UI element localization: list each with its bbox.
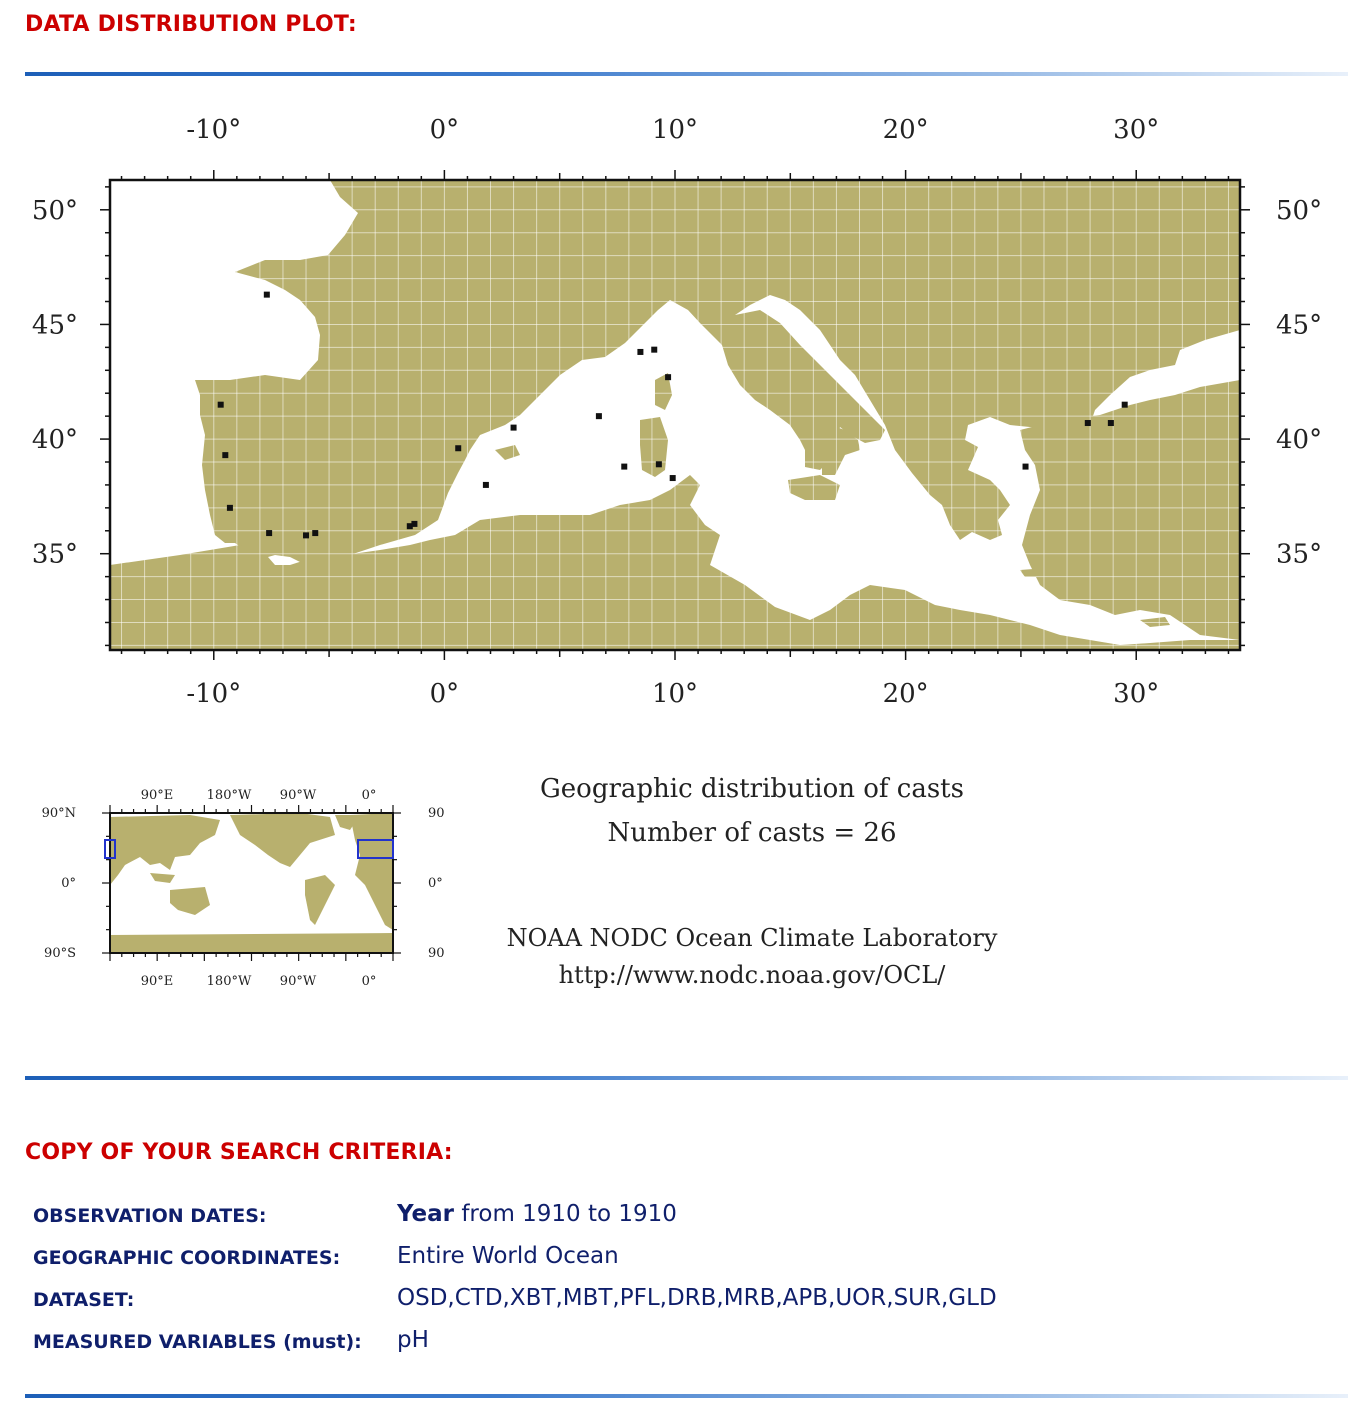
inset-bottom-label: 180°W [206,974,252,989]
caption-title: Geographic distribution of casts [540,774,964,804]
caption-credit: NOAA NODC Ocean Climate Laboratory [506,924,998,952]
cast-point [1085,420,1091,426]
criteria-value-dates: Year from 1910 to 1910 [397,1201,677,1227]
cast-point [511,425,517,431]
cast-point [222,452,228,458]
main-map [32,115,1322,709]
caption-count: Number of casts = 26 [607,818,897,848]
cast-point [303,532,309,538]
cast-point [411,521,417,527]
cast-point [455,445,461,451]
cast-point [264,292,270,298]
cast-point [651,347,657,353]
cast-point [670,475,676,481]
inset-right-label: 90 [428,806,445,821]
inset-top-label: 90°E [140,788,174,803]
inset-world-map [42,788,445,989]
inset-left-label: 90°N [41,806,76,821]
criteria-label-dataset: DATASET: [33,1289,135,1311]
criteria-value-variables: pH [397,1327,429,1353]
cast-point [266,530,272,536]
inset-right-label: 90 [428,946,445,961]
lon-tick-label-bottom: 30° [1113,679,1160,709]
plot-caption [507,774,998,989]
inset-left-label: 90°S [44,946,76,961]
divider-bottom [25,1394,1348,1398]
cast-point [1108,420,1114,426]
criteria-section-title: COPY OF YOUR SEARCH CRITERIA: [25,1140,453,1165]
inset-bottom-label: 90°E [140,974,174,989]
lon-tick-label-bottom: 20° [882,679,929,709]
cast-point [227,505,233,511]
inset-left-label: 0° [61,876,76,891]
cast-point [637,349,643,355]
lon-tick-label-top: 10° [651,115,699,145]
lat-tick-label-right: 45° [1276,310,1323,341]
lon-tick-label-top: -10° [186,115,242,145]
lat-tick-label-left: 40° [31,425,78,456]
divider-top [25,72,1348,76]
inset-top-label: 0° [361,788,377,803]
caption-url: http://www.nodc.noaa.gov/OCL/ [558,961,946,989]
lon-tick-label-top: 0° [429,115,460,145]
cast-point [483,482,489,488]
criteria-label-dates: OBSERVATION DATES: [33,1205,267,1227]
lat-tick-label-right: 35° [1276,539,1323,570]
cast-point [218,402,224,408]
cast-point [621,464,627,470]
criteria-value-dataset: OSD,CTD,XBT,MBT,PFL,DRB,MRB,APB,UOR,SUR,GLD [397,1285,997,1311]
lat-tick-label-left: 35° [31,539,78,570]
cast-point [665,374,671,380]
cast-point [656,461,662,467]
cast-point [596,413,602,419]
plot-section-title: DATA DISTRIBUTION PLOT: [25,12,357,37]
lat-tick-label-right: 50° [1276,195,1323,226]
lon-tick-label-top: 20° [882,115,929,145]
lat-tick-label-left: 45° [31,310,78,341]
lat-tick-label-right: 40° [1276,425,1323,456]
distribution-plot [0,95,1348,1045]
inset-right-label: 0° [428,876,443,891]
criteria-label-coordinates: GEOGRAPHIC COORDINATES: [33,1247,341,1269]
criteria-label-variables: MEASURED VARIABLES (must): [33,1331,362,1353]
inset-top-label: 90°W [279,788,317,803]
lon-tick-label-bottom: 10° [651,679,699,709]
cast-point [1023,464,1029,470]
cast-point [312,530,318,536]
divider-middle [25,1076,1348,1080]
lon-tick-label-bottom: 0° [429,679,460,709]
cast-point [1122,402,1128,408]
lon-tick-label-top: 30° [1113,115,1160,145]
inset-bottom-label: 0° [361,974,377,989]
inset-top-label: 180°W [206,788,252,803]
lon-tick-label-bottom: -10° [186,679,242,709]
criteria-value-coordinates: Entire World Ocean [397,1243,619,1269]
lat-tick-label-left: 50° [31,195,78,226]
inset-bottom-label: 90°W [279,974,317,989]
